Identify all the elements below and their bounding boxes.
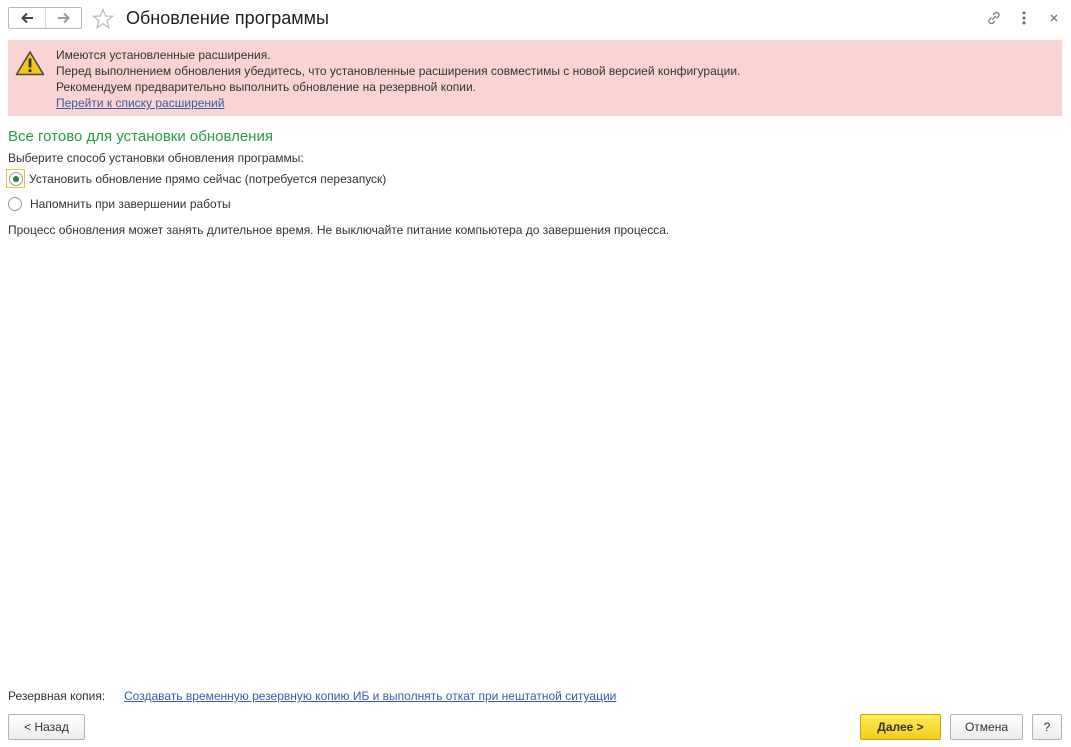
radio-dot <box>13 176 19 182</box>
more-button[interactable] <box>1015 9 1033 27</box>
install-method-label: Выберите способ установки обновления программы: <box>8 151 304 165</box>
back-nav-button[interactable] <box>9 8 45 28</box>
extensions-warning-banner <box>8 40 1062 116</box>
radio-focus-frame <box>6 169 25 188</box>
back-button[interactable]: < Назад <box>8 714 85 740</box>
warning-line-2: Перед выполнением обновления убедитесь, что установленные расширения совместимы с новой версией конфигурации. <box>56 64 741 78</box>
extensions-list-link[interactable]: Перейти к списку расширений <box>56 96 225 110</box>
cancel-button[interactable]: Отмена <box>950 714 1023 740</box>
ready-heading: Все готово для установки обновления <box>8 128 273 145</box>
forward-nav-button[interactable] <box>45 8 81 28</box>
warning-text <box>56 47 740 111</box>
backup-settings-link[interactable]: Создавать временную резервную копию ИБ и выполнять откат при нештатной ситуации <box>124 689 617 703</box>
arrow-right-icon <box>57 12 71 24</box>
link-icon <box>986 10 1002 26</box>
next-button[interactable]: Далее > <box>860 714 941 740</box>
close-icon <box>1049 13 1059 23</box>
link-button[interactable] <box>985 9 1003 27</box>
radio-remind-on-exit-label: Напомнить при завершении работы <box>30 197 231 211</box>
warning-line-1: Имеются установленные расширения. <box>56 48 271 62</box>
backup-label: Резервная копия: <box>8 689 106 703</box>
navigation-buttons <box>8 7 82 29</box>
radio-remind-on-exit[interactable] <box>8 197 231 211</box>
radio-button-unchecked[interactable] <box>8 197 22 211</box>
warning-icon <box>15 50 45 76</box>
more-vertical-icon <box>1022 11 1026 25</box>
radio-button-checked[interactable] <box>9 172 23 186</box>
star-icon <box>92 8 114 30</box>
radio-install-now[interactable] <box>8 169 386 188</box>
process-note: Процесс обновления может занять длительное время. Не выключайте питание компьютера до завершения процесса. <box>8 223 670 237</box>
warning-line-3: Рекомендуем предварительно выполнить обновление на резервной копии. <box>56 80 477 94</box>
close-button[interactable] <box>1045 9 1063 27</box>
arrow-left-icon <box>20 12 34 24</box>
help-button[interactable]: ? <box>1032 714 1062 740</box>
page-title: Обновление программы <box>126 8 329 28</box>
radio-install-now-label: Установить обновление прямо сейчас (потребуется перезапуск) <box>29 171 387 186</box>
favorite-star-button[interactable] <box>92 8 114 30</box>
